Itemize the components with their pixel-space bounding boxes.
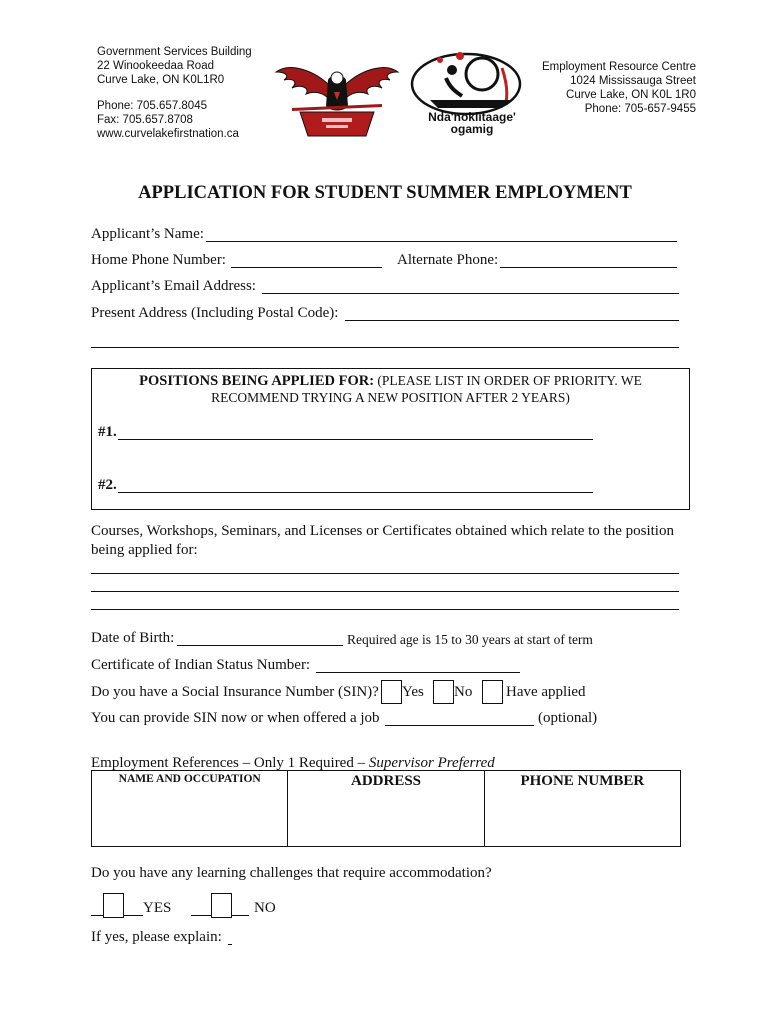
eagle-right-wing: [342, 68, 398, 98]
status-number-label: Certificate of Indian Status Number:: [91, 657, 311, 673]
references-intro-text: Employment References – Only 1 Required –: [91, 755, 369, 771]
learning-no-label: NO: [254, 900, 276, 916]
home-phone-label: Home Phone Number:: [91, 252, 226, 268]
courses-field-1[interactable]: [91, 573, 679, 574]
sin-applied-checkbox[interactable]: [482, 680, 503, 704]
dob-field[interactable]: [177, 645, 343, 646]
alternate-phone-label: Alternate Phone:: [397, 252, 499, 268]
courses-label-line1: Courses, Workshops, Seminars, and Licenses or Certificates obtained which relate to the position: [91, 523, 674, 539]
positions-heading-line2: RECOMMEND TRYING A NEW POSITION AFTER 2 YEARS): [211, 390, 570, 405]
status-number-field[interactable]: [316, 672, 520, 673]
learning-yes-checkbox[interactable]: [103, 893, 124, 918]
header-right-phone: Phone: 705-657-9455: [584, 103, 696, 115]
positions-heading: [92, 373, 689, 390]
address-field[interactable]: [345, 320, 679, 321]
header-left-phone: Phone: 705.657.8045: [97, 100, 207, 112]
header-left-address: [97, 45, 252, 141]
header-left-line3: Curve Lake, ON K0L1R0: [97, 74, 225, 86]
learning-no-underline-right: [231, 915, 249, 916]
position-1-label: #1.: [98, 424, 117, 440]
ref-col-phone[interactable]: [484, 771, 680, 847]
sin-no-checkbox[interactable]: [433, 680, 454, 704]
alternate-phone-field[interactable]: [500, 267, 677, 268]
sin-yes-label: Yes: [402, 684, 424, 700]
position-2-label: #2.: [98, 477, 117, 493]
logo-name-line1: Nda'nokiitaage': [428, 110, 516, 124]
learning-yes-label: YES: [143, 900, 172, 916]
page-title: APPLICATION FOR STUDENT SUMMER EMPLOYMENT: [138, 183, 632, 203]
sin-applied-label: Have applied: [506, 684, 586, 700]
eagle-left-wing: [276, 68, 332, 98]
logo-caption: [412, 111, 532, 135]
ref-col-address[interactable]: [288, 771, 484, 847]
logo-name-line2: ogamig: [450, 122, 494, 136]
dob-label: Date of Birth:: [91, 630, 175, 646]
header-left-line1: Government Services Building: [97, 46, 252, 58]
home-phone-field[interactable]: [231, 267, 382, 268]
header-left-fax: Fax: 705.657.8708: [97, 114, 193, 126]
courses-field-2[interactable]: [91, 591, 679, 592]
email-field[interactable]: [262, 293, 679, 294]
positions-heading-bold: POSITIONS BEING APPLIED FOR:: [139, 373, 375, 389]
references-table: [91, 770, 681, 847]
courses-label-line2: being applied for:: [91, 542, 198, 558]
learning-yes-underline-left: [91, 915, 103, 916]
eagle-base: [300, 112, 374, 136]
eagle-logo: [270, 50, 405, 145]
learning-question: Do you have any learning challenges that require accommodation?: [91, 865, 492, 881]
address-label: Present Address (Including Postal Code):: [91, 305, 339, 321]
ref-header-address: ADDRESS: [351, 773, 422, 789]
positions-box: [91, 368, 690, 510]
references-intro-italic: Supervisor Preferred: [368, 755, 495, 771]
position-2-field[interactable]: [118, 492, 593, 493]
header-left-line2: 22 Winookeedaa Road: [97, 60, 214, 72]
applicant-name-label: Applicant’s Name:: [91, 226, 204, 242]
sin-no-label: No: [454, 684, 473, 700]
address-field-line2[interactable]: [91, 347, 679, 348]
ref-header-phone: PHONE NUMBER: [520, 773, 645, 789]
applicant-name-field[interactable]: [206, 241, 677, 242]
learning-no-underline-left: [191, 915, 211, 916]
sin-provide-field[interactable]: [385, 725, 534, 726]
positions-heading-rest: (PLEASE LIST IN ORDER OF PRIORITY. WE: [374, 373, 642, 388]
ref-header-name: NAME AND OCCUPATION: [118, 773, 261, 785]
header-left-website: www.curvelakefirstnation.ca: [97, 128, 239, 140]
courses-field-3[interactable]: [91, 609, 679, 610]
sin-yes-checkbox[interactable]: [381, 680, 402, 704]
dob-note: Required age is 15 to 30 years at start of term: [347, 632, 593, 647]
sin-question: Do you have a Social Insurance Number (SIN)?: [91, 684, 379, 700]
position-1-field[interactable]: [118, 439, 593, 440]
learning-explain-label: If yes, please explain:: [91, 929, 222, 945]
header-right-address: [542, 60, 696, 116]
header-right-line2: 1024 Mississauga Street: [570, 75, 696, 87]
email-label: Applicant’s Email Address:: [91, 278, 256, 294]
sin-optional-label: (optional): [538, 710, 598, 726]
header-right-line1: Employment Resource Centre: [541, 61, 696, 73]
header-right-line3: Curve Lake, ON K0L 1R0: [566, 89, 696, 101]
learning-yes-underline-right: [123, 915, 143, 916]
sin-provide-label: You can provide SIN now or when offered a job: [91, 710, 380, 726]
learning-no-checkbox[interactable]: [211, 893, 232, 918]
ref-col-name[interactable]: [92, 771, 288, 847]
learning-explain-field[interactable]: [228, 944, 232, 945]
